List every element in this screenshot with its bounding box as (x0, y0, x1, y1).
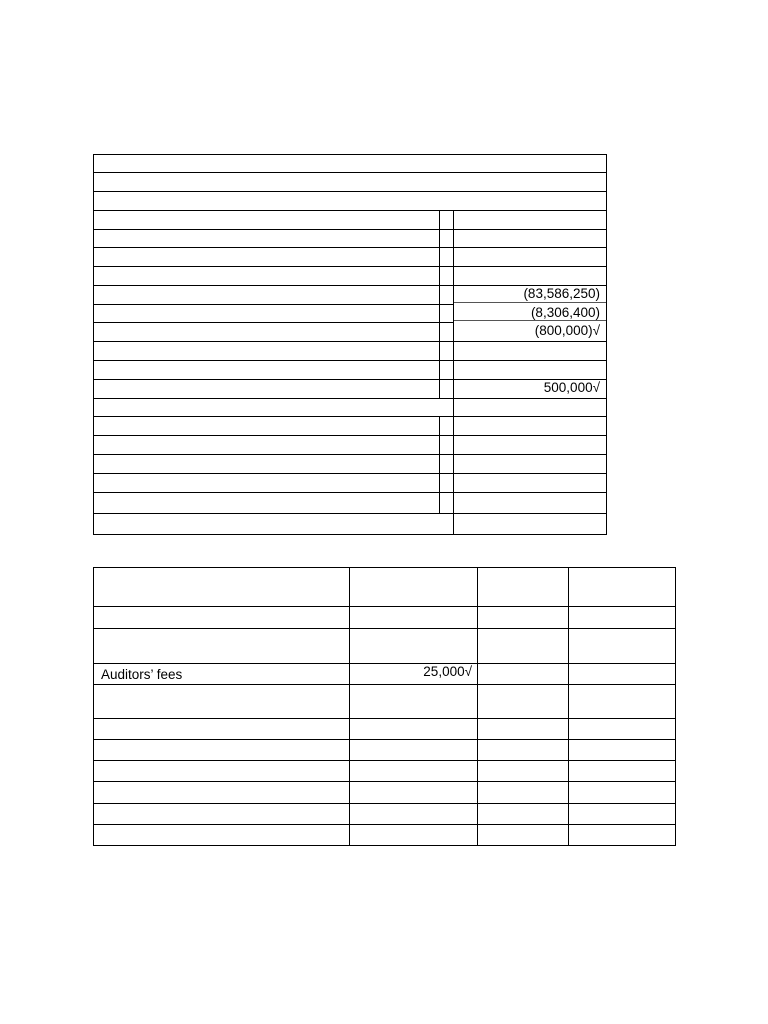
table2-rule (93, 760, 676, 761)
auditors-fees-label: Auditors’ fees (101, 667, 183, 682)
table2-rule (93, 739, 676, 740)
table2-border-right (675, 567, 676, 846)
table2-rule (93, 628, 676, 629)
table2-column-divider (477, 567, 478, 846)
table2-column-divider (349, 567, 350, 846)
table2-column-divider (568, 567, 569, 846)
table2-border-left (93, 567, 94, 846)
table2-rule (93, 781, 676, 782)
table2-rule (93, 606, 676, 607)
table2-rule (93, 824, 676, 825)
table1-amount-cell: (800,000)√ (534, 323, 600, 338)
table1-amount-cell: (8,306,400) (530, 305, 600, 320)
table2-rule (93, 845, 676, 846)
table2-rule (93, 718, 676, 719)
table1-amount-cell: (83,586,250) (523, 286, 600, 301)
auditors-fees-amount: 25,000√ (423, 664, 472, 679)
table2-rule (93, 803, 676, 804)
table2-rule (93, 684, 676, 685)
table2-rule (93, 567, 676, 568)
table1-amount-cell: 500,000√ (543, 380, 600, 395)
